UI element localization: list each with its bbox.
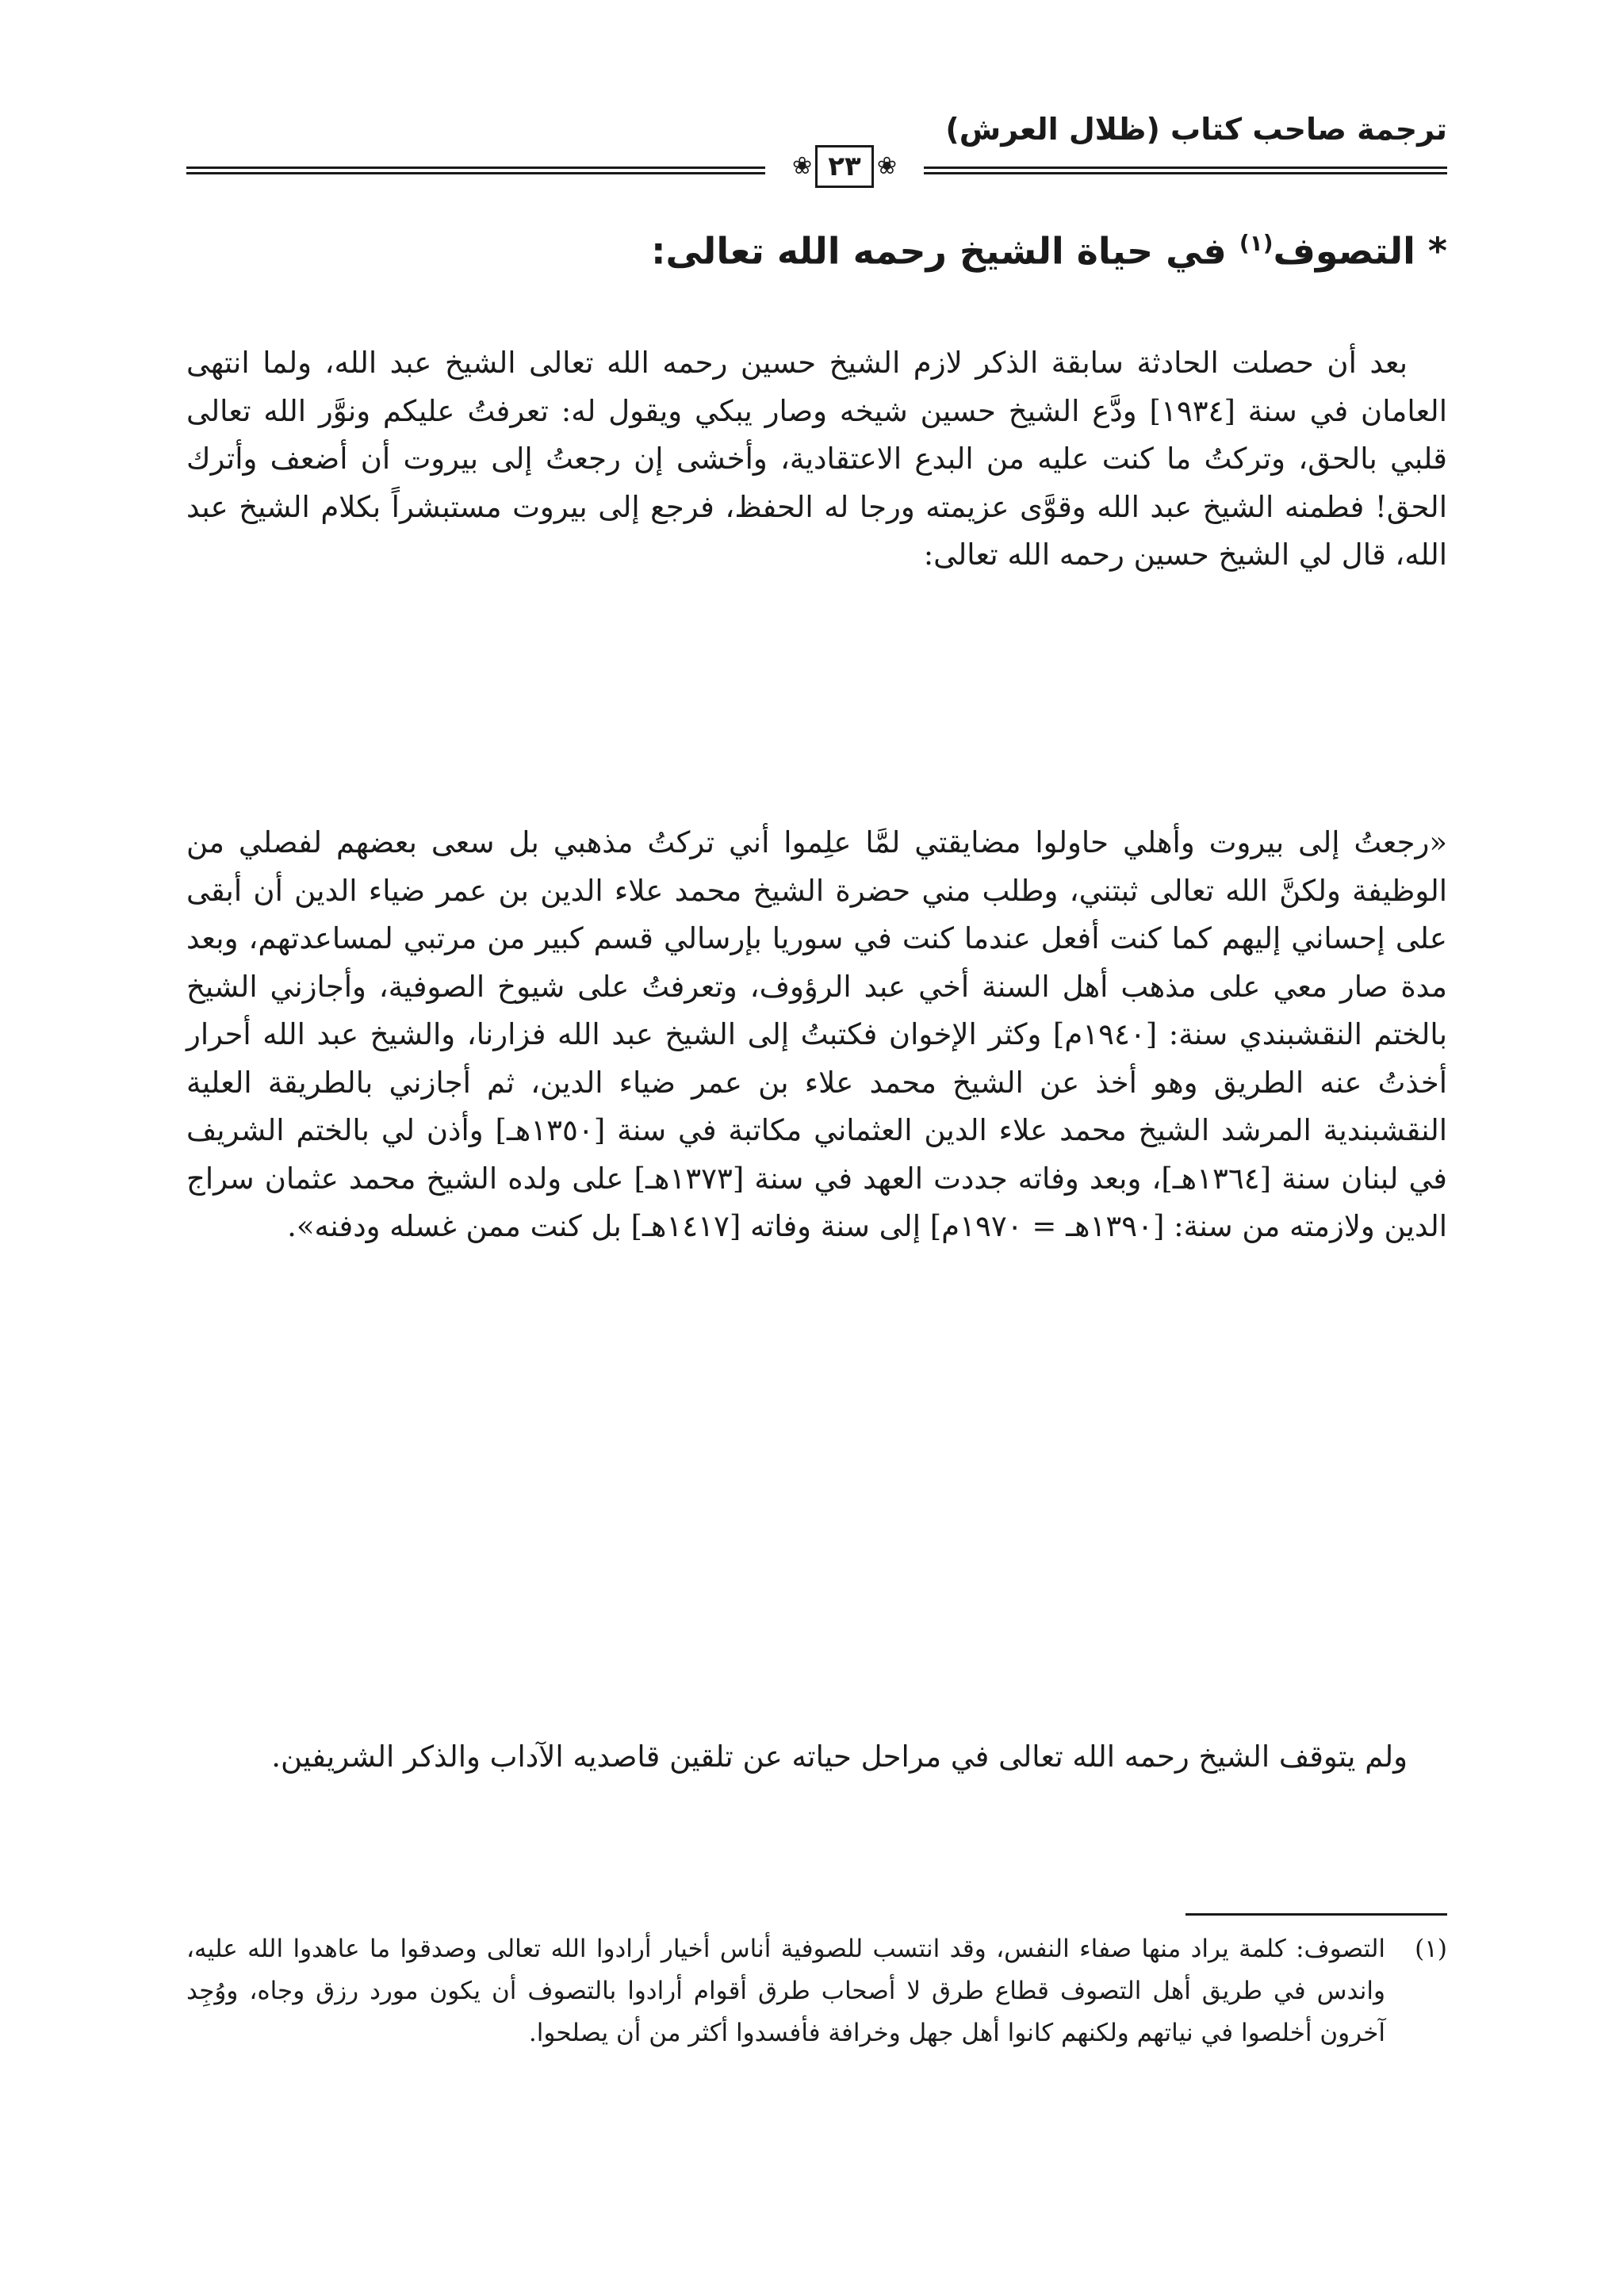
- header-rule-right: [924, 167, 1447, 174]
- book-page: [186, 0, 1447, 2293]
- footnote-separator: [1185, 1913, 1447, 1916]
- page-number: ٢٣: [815, 145, 874, 188]
- footnote-body: [186, 1928, 1447, 2054]
- section-heading-prefix: * التصوف: [1273, 229, 1447, 273]
- header-rule-left: [186, 167, 765, 174]
- page-number-box: [789, 144, 900, 189]
- footnote-1: [186, 1928, 1447, 2054]
- paragraph-text: ولم يتوقف الشيخ رحمه الله تعالى في مراحل حياته عن تلقين قاصديه الآداب والذكر الشريفين.: [271, 1740, 1408, 1774]
- footnote-marker: (١): [1415, 1935, 1447, 1963]
- footnote-text: التصوف: كلمة يراد منها صفاء النفس، وقد انتسب للصوفية أناس أخيار أرادوا الله تعالى وصدقوا ما عاهدوا الله عليه، واندس في طريق أهل التصوف قطاع طرق لا أصحاب طرق أقوام أرادوا بالتصوف أن يكون مورد رزق وجاه، ووُجِد آخرون أخلصوا في نياتهم ولكنهم كانوا أهل جهل وخرافة فأفسدوا أكثر من أن يصلحوا.: [186, 1935, 1385, 2047]
- paragraph-text: بعد أن حصلت الحادثة سابقة الذكر لازم الشيخ حسين رحمه الله تعالى الشيخ عبد الله، ولما انتهى العامان في سنة [١٩٣٤] ودَّع الشيخ حسين شيخه وصار يبكي ويقول له: تعرفتُ عليكم ونوَّر الله تعالى قلبي بالحق، وتركتُ ما كنت عليه من البدع الاعتقادية، وأخشى إن رجعتُ إلى بيروت أن أضعف وأترك الحق! فطمنه الشيخ عبد الله وقوَّى عزيمته ورجا له الحفظ، فرجع إلى بيروت مستبشراً بكلام الشيخ عبد الله، قال لي الشيخ حسين رحمه الله تعالى:: [186, 346, 1447, 572]
- section-heading: [186, 216, 1447, 278]
- ornament-left-icon: ❀: [789, 147, 815, 186]
- ornament-right-icon: ❀: [874, 147, 900, 186]
- running-header: [186, 103, 1447, 182]
- header-title: ترجمة صاحب كتاب (ظلال العرش): [945, 112, 1447, 147]
- paragraph-3: [186, 1733, 1447, 1782]
- footnote-reference: (١): [1239, 230, 1274, 256]
- section-heading-suffix: في حياة الشيخ رحمه الله تعالى:: [651, 229, 1239, 273]
- paragraph-1: [186, 339, 1447, 580]
- paragraph-2-quote: [186, 819, 1447, 1251]
- paragraph-text: «رجعتُ إلى بيروت وأهلي حاولوا مضايقتي لمَّا علِموا أني تركتُ مذهبي بل سعى بعضهم لفصلي من الوظيفة ولكنَّ الله تعالى ثبتني، وطلب مني حضرة الشيخ محمد علاء الدين بن عمر ضياء الدين أن أبقى على إحساني إليهم كما كنت أفعل عندما كنت في سوريا بإرسالي قسم كبير من مرتبي لمساعدتهم، وبعد مدة صار معي على مذهب أهل السنة أخي عبد الرؤوف، وتعرفتُ على شيوخ الصوفية، وأجازني الشيخ بالختم النقشبندي سنة: [١٩٤٠م] وكثر الإخوان فكتبتُ إلى الشيخ عبد الله فزارنا، والشيخ عبد الله أحرار أخذتُ عنه الطريق وهو أخذ عن الشيخ محمد علاء بن عمر ضياء الدين، ثم أجازني بالطريقة العلية النقشبندية المرشد الشيخ محمد علاء الدين العثماني مكاتبة في سنة [١٣٥٠هـ] وأذن لي بالختم الشريف في لبنان سنة [١٣٦٤هـ]، وبعد وفاته جددت العهد في سنة [١٣٧٣هـ] على ولده الشيخ محمد عثمان سراج الدين ولازمته من سنة: [١٣٩٠هـ = ١٩٧٠م] إلى سنة وفاته [١٤١٧هـ] بل كنت ممن غسله ودفنه».: [186, 825, 1447, 1243]
